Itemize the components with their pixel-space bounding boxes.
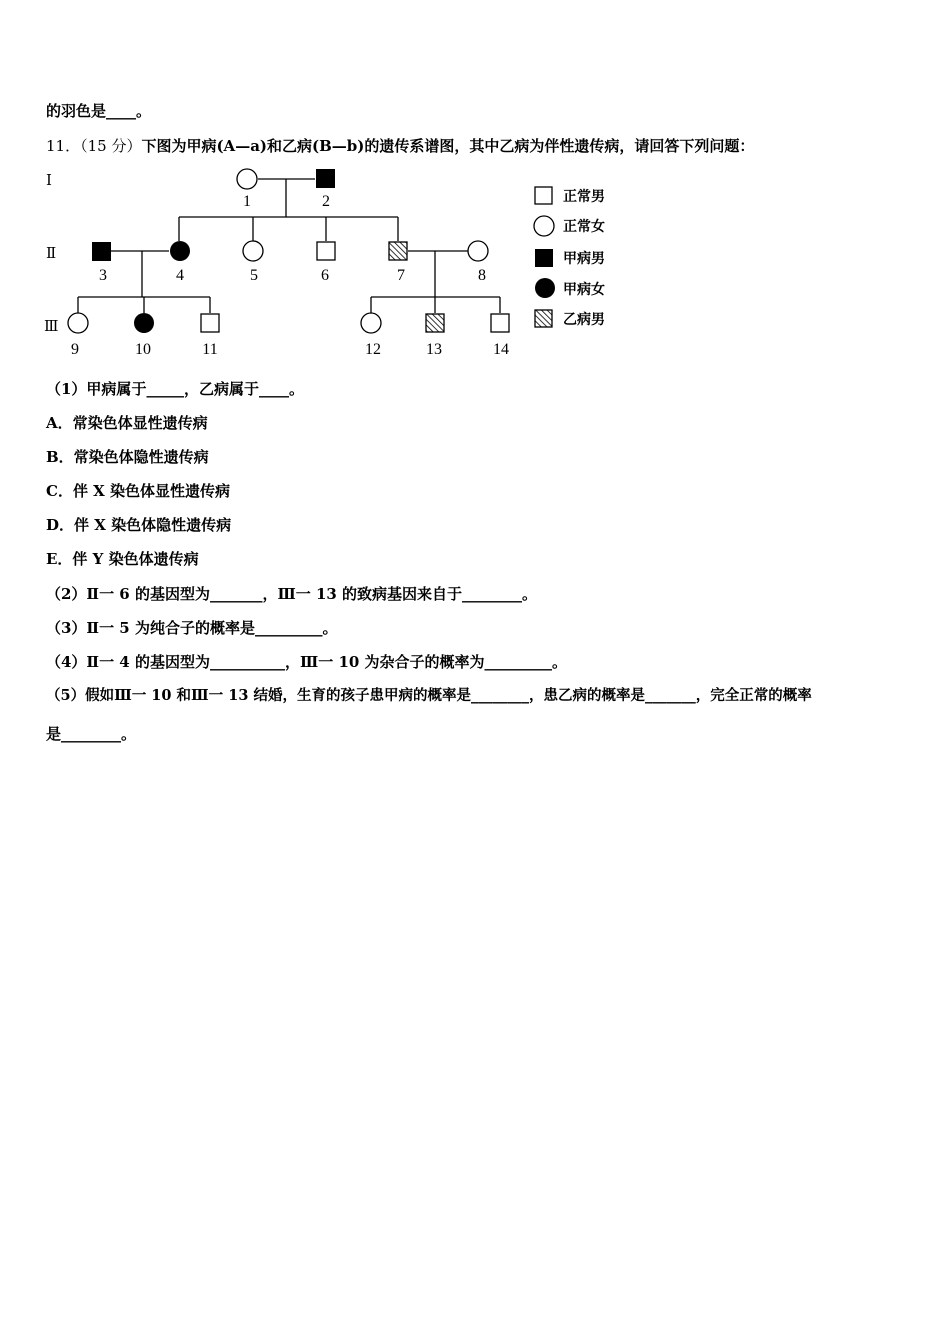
legend-disease-a-male-label: 甲病男: [563, 251, 605, 267]
individual-number-6: 6: [321, 267, 329, 284]
legend-normal-female-label: 正常女: [563, 219, 605, 235]
individual-number-14: 14: [493, 341, 509, 358]
individual-8-normal-female: [468, 241, 488, 261]
sub-question-1: （1）甲病属于_____，乙病属于____。: [46, 380, 304, 398]
pedigree-lines: [78, 179, 500, 313]
option-d: D．伴 X 染色体隐性遗传病: [46, 516, 232, 534]
option-c: C．伴 X 染色体显性遗传病: [46, 482, 231, 500]
sub-question-5-line-1: （5）假如Ⅲ一 10 和Ⅲ一 13 结婚，生育的孩子患甲病的概率是________，患乙病的概率是_______，完全正常的概率: [46, 687, 812, 704]
individual-13-disease-b-male: [426, 314, 444, 332]
legend-normal-male-symbol: [535, 187, 552, 204]
generation-label-3: Ⅲ: [44, 317, 59, 335]
legend-disease-b-male-label: 乙病男: [563, 312, 605, 328]
legend-disease-a-male-symbol: [535, 249, 553, 267]
pedigree-chart: [40, 160, 640, 365]
legend-disease-a-female-label: 甲病女: [563, 282, 605, 298]
question-number: 11．: [46, 137, 81, 155]
question-11-stem: [46, 136, 754, 156]
individual-7-disease-b-male: [389, 242, 407, 260]
individual-9-normal-female: [68, 313, 88, 333]
legend-disease-a-female-symbol: [535, 278, 555, 298]
individual-6-normal-male: [317, 242, 335, 260]
individual-number-8: 8: [478, 267, 486, 284]
individual-number-1: 1: [243, 193, 251, 210]
individual-number-2: 2: [322, 193, 330, 210]
individual-number-3: 3: [99, 267, 107, 284]
individual-10-disease-a-female: [134, 313, 154, 333]
individual-number-9: 9: [71, 341, 79, 358]
individual-1-normal-female: [237, 169, 257, 189]
individual-number-12: 12: [365, 341, 381, 358]
option-a: A．常染色体显性遗传病: [46, 414, 208, 432]
individual-number-7: 7: [397, 267, 405, 284]
individual-14-normal-male: [491, 314, 509, 332]
sub-question-3: （3）Ⅱ一 5 为纯合子的概率是_________。: [46, 619, 338, 637]
question-score: （15 分）: [80, 137, 142, 155]
previous-question-tail: 的羽色是____。: [46, 102, 152, 120]
option-b: B．常染色体隐性遗传病: [46, 448, 209, 466]
individual-4-disease-a-female: [170, 241, 190, 261]
sub-question-4: （4）Ⅱ一 4 的基因型为__________，Ⅲ一 10 为杂合子的概率为_________。: [46, 653, 568, 671]
legend-disease-b-male-symbol: [535, 310, 552, 327]
individual-number-5: 5: [250, 267, 258, 284]
individual-number-4: 4: [176, 267, 184, 284]
individual-number-13: 13: [426, 341, 442, 358]
generation-label-2: Ⅱ: [46, 244, 57, 262]
individual-12-normal-female: [361, 313, 381, 333]
individual-2-disease-a-male: [316, 169, 335, 188]
individual-number-11: 11: [202, 341, 218, 358]
option-e: E．伴 Y 染色体遗传病: [46, 550, 199, 568]
individual-5-normal-female: [243, 241, 263, 261]
individual-11-normal-male: [201, 314, 219, 332]
pedigree-legend: [534, 187, 605, 328]
legend-normal-male-label: 正常男: [563, 189, 605, 205]
generation-label-1: Ⅰ: [46, 171, 52, 189]
individual-3-disease-a-male: [92, 242, 111, 261]
individual-number-10: 10: [135, 341, 151, 358]
question-text: 下图为甲病(A—a)和乙病(B—b)的遗传系谱图，其中乙病为伴性遗传病，请回答下列问题：: [141, 137, 755, 155]
legend-normal-female-symbol: [534, 216, 554, 236]
sub-question-5-line-2: 是________。: [46, 725, 137, 743]
sub-question-2: （2）Ⅱ一 6 的基因型为_______，Ⅲ一 13 的致病基因来自于________。: [46, 585, 538, 603]
